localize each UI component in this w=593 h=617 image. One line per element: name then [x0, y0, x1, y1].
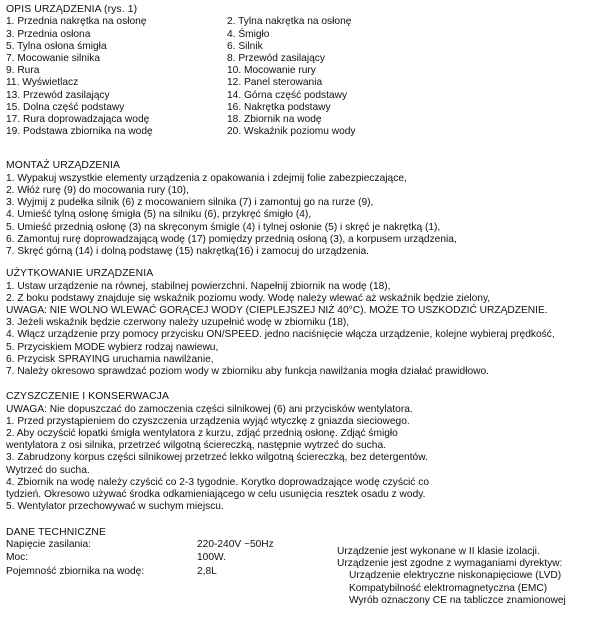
tech-label: Moc:	[6, 551, 29, 563]
part-item: 12. Panel sterowania	[227, 77, 323, 89]
part-item: 19. Podstawa zbiornika na wodę	[6, 126, 153, 138]
assembly-step: 3. Wyjmij z pudełka silnik (6) z mocowaniem silnika (7) i zamontuj go na rurze (9),	[6, 197, 374, 209]
cleaning-step: wentylatora z osi silnika, przetrzeć wilgotną ściereczką, następnie wytrzeć do sucha.	[6, 440, 386, 452]
part-item: 20. Wskaźnik poziomu wody	[227, 126, 356, 138]
parts-column-left	[6, 16, 226, 138]
cleaning-step: 5. Wentylator przechowywać w suchym miejscu.	[6, 501, 224, 513]
usage-steps	[6, 281, 590, 379]
cleaning-step: 4. Zbiornik na wodę należy czyścić co 2-3 tygodnie. Korytko doprowadzające wodę czyścić co	[6, 476, 429, 488]
spacer	[6, 378, 590, 391]
directive-item: Wyrób oznaczony CE na tabliczce znamionowej	[349, 594, 566, 606]
usage-step: 7. Należy okresowo sprawdzać poziom wody w zbiorniku aby funkcja nawilżania mogła działać prawidłowo.	[6, 366, 490, 378]
part-item: 16. Nakrętka podstawy	[227, 101, 331, 113]
assembly-step: 4. Umieść tylną osłonę śmigła (5) na silniku (6), przykręć śmigło (4),	[6, 209, 312, 221]
cleaning-warning: UWAGA: Nie dopuszczać do zamoczenia części silnikowej (6) ani przycisków wentylatora.	[6, 403, 413, 415]
cleaning-step: 2. Aby oczyścić łopatki śmigła wentylatora z kurzu, zdjąć przednią osłonę. Zdjąć śmigło	[6, 428, 398, 440]
assembly-step: 7. Skręć górną (14) i dolną podstawę (15) nakrętką(16) i zamocuj do urządzenia.	[6, 246, 369, 258]
cleaning-step: 3. Zabrudzony korpus części silnikowej przetrzeć lekko wilgotną ściereczką, bez detergentów.	[6, 452, 428, 464]
usage-step: 6. Przycisk SPRAYING uruchamia nawilżanie,	[6, 353, 214, 365]
assembly-title: MONTAŻ URZĄDZENIA	[6, 160, 121, 172]
spacer	[6, 258, 590, 268]
description-title: OPIS URZĄDZENIA (rys. 1)	[6, 4, 138, 15]
part-item: 9. Rura	[6, 65, 40, 77]
part-item: 1. Przednia nakrętka na osłonę	[6, 16, 147, 28]
spacer	[6, 150, 590, 160]
tech-value: 220-240V ~50Hz	[197, 538, 274, 550]
part-item: 10. Mocowanie rury	[227, 65, 316, 77]
part-item: 5. Tylna osłona śmigła	[6, 40, 107, 52]
cleaning-steps	[6, 404, 590, 514]
usage-step: 5. Przyciskiem MODE wybierz rodzaj nawiewu,	[6, 341, 219, 353]
usage-step: 2. Z boku podstawy znajduje się wskaźnik poziomu wody. Wodę należy wlewać aż wskaźnik będzie zielony,	[6, 292, 491, 304]
part-item: 17. Rura doprowadzająca wodę	[6, 114, 150, 126]
part-item: 18. Zbiornik na wodę	[227, 114, 322, 126]
compliance-block	[337, 546, 591, 607]
assembly-step: 1. Wypakuj wszystkie elementy urządzenia z opakowania i zdejmij folie zabezpieczające,	[6, 172, 407, 184]
parts-column-right	[227, 16, 427, 138]
parts-list	[6, 16, 590, 150]
cleaning-step: 1. Przed przystąpieniem do czyszczenia urządzenia wyjąć wtyczkę z gniazda sieciowego.	[6, 415, 410, 427]
manual-page	[6, 4, 590, 609]
usage-title: UŻYTKOWANIE URZĄDZENIA	[6, 268, 154, 280]
part-item: 14. Górna część podstawy	[227, 89, 348, 101]
part-item: 3. Przednia osłona	[6, 28, 91, 40]
tech-value: 100W.	[197, 551, 226, 563]
insulation-class-text: Urządzenie jest wykonane w II klasie izolacji.	[337, 546, 540, 557]
usage-step: 1. Ustaw urządzenie na równej, stabilnej powierzchni. Napełnij zbiornik na wodę (18),	[6, 280, 391, 292]
part-item: 4. Śmigło	[227, 28, 270, 40]
part-item: 13. Przewód zasilający	[6, 89, 110, 101]
part-item: 8. Przewód zasilający	[227, 53, 325, 65]
part-item: 15. Dolna część podstawy	[6, 101, 125, 113]
part-item: 2. Tylna nakrętka na osłonę	[227, 16, 352, 28]
part-item: 6. Silnik	[227, 40, 263, 52]
directive-item: Urządzenie elektryczne niskonapięciowe (LVD)	[349, 570, 562, 582]
assembly-step: 2. Włóż rurę (9) do mocowania rury (10),	[6, 185, 189, 197]
part-item: 7. Mocowanie silnika	[6, 53, 100, 65]
cleaning-step: Wytrzeć do sucha.	[6, 464, 90, 476]
assembly-steps	[6, 173, 590, 258]
cleaning-title: CZYSZCZENIE I KONSERWACJA	[6, 391, 169, 403]
tech-label: Napięcie zasilania:	[6, 538, 91, 550]
part-item: 11. Wyświetlacz	[6, 77, 79, 89]
spacer	[6, 514, 590, 527]
directives-text: Urządzenie jest zgodne z wymaganiami dyrektyw:	[337, 558, 563, 570]
assembly-step: 6. Zamontuj rurę doprowadzającą wodę (17) pomiędzy przednią osłoną (3), a korpusem urządzenia,	[6, 233, 457, 245]
usage-step: 3. Jeżeli wskaźnik będzie czerwony należy uzupełnić wodę w zbiorniku (18),	[6, 317, 350, 329]
usage-step: 4. Włącz urządzenie przy pomocy przycisku ON/SPEED. jedno naciśnięcie włącza urządzenie, kolejne wybieraj prędkość,	[6, 329, 555, 341]
tech-label: Pojemność zbiornika na wodę:	[6, 565, 145, 577]
usage-warning: UWAGA: NIE WOLNO WLEWAĆ GORĄCEJ WODY (CIEPLEJSZEJ NIŻ 40°C). MOŻE TO USZKODZIĆ URZĄDZENIE.	[6, 305, 548, 317]
tech-value: 2,8L	[197, 565, 217, 577]
directive-item: Kompatybilność elektromagnetyczna (EMC)	[349, 582, 548, 594]
cleaning-step: tydzień. Okresowo używać środka odkamieniającego w celu usunięcia resztek osadu z wody.	[6, 489, 426, 501]
assembly-step: 5. Umieść przednią osłonę (3) na skręconym śmigle (4) i tylnej osłonie (5) i skręć je nakrętką (1),	[6, 221, 441, 233]
technical-title: DANE TECHNICZNE	[6, 526, 107, 538]
